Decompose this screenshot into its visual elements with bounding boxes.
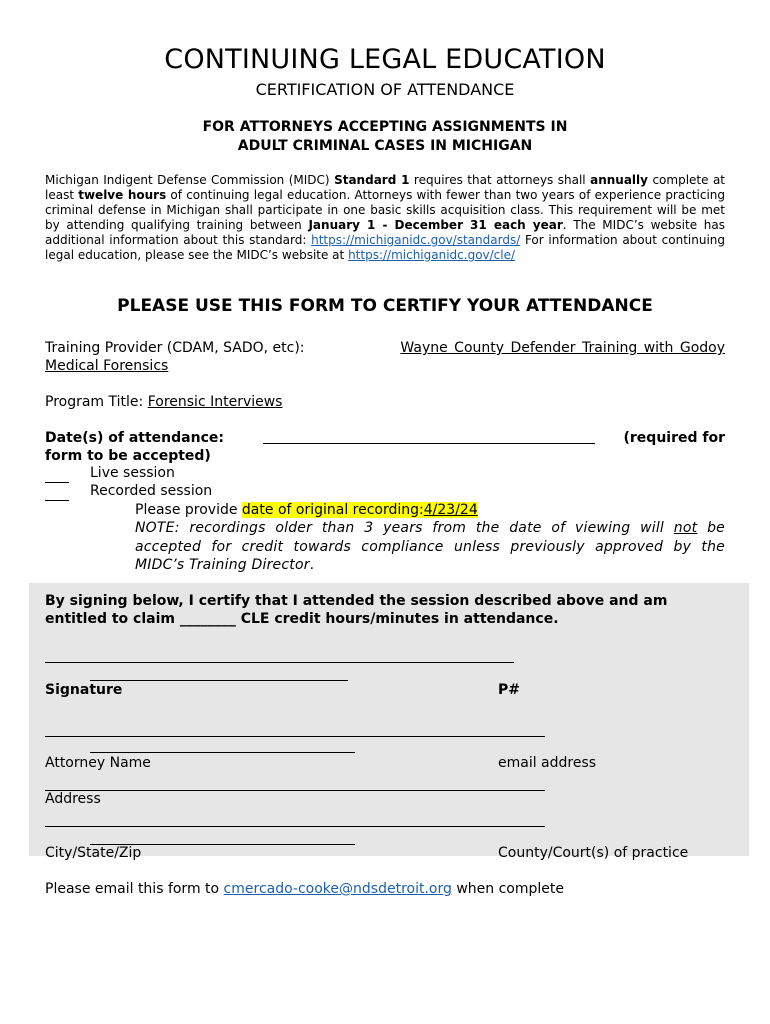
recording-note-not: not [673, 520, 698, 536]
program-title-label: Program Title: [45, 394, 148, 410]
intro-text: complete at least [45, 173, 726, 202]
audience-heading-line1: FOR ATTORNEYS ACCEPTING ASSIGNMENTS IN [202, 119, 568, 135]
p-number-label: P# [498, 682, 520, 698]
certification-line1: By signing below, I certify that I attended the session described above and am [45, 593, 668, 609]
intro-bold-annually: annually [590, 173, 648, 187]
audience-heading-line2: ADULT CRIMINAL CASES IN MICHIGAN [237, 138, 533, 154]
standards-link[interactable]: https://michiganidc.gov/standards/ [311, 233, 521, 247]
intro-bold-hours: twelve hours [78, 188, 167, 202]
intro-paragraph [45, 173, 725, 263]
intro-text: . The MIDC’s website has additional information about this standard: [45, 218, 725, 247]
training-provider-field [45, 339, 725, 374]
live-session-blank[interactable] [45, 482, 69, 483]
form-instruction-heading: PLEASE USE THIS FORM TO CERTIFY YOUR ATTENDANCE [117, 296, 653, 316]
recording-prefix: Please provide [135, 502, 242, 518]
program-title-field [45, 393, 725, 411]
address-label: Address [45, 791, 101, 807]
dates-label: Date(s) of attendance: [45, 430, 224, 446]
recorded-session-blank[interactable] [45, 500, 69, 501]
recording-note [135, 519, 725, 575]
intro-bold-standard: Standard 1 [334, 173, 410, 187]
county-court-label: County/Court(s) of practice [498, 845, 689, 861]
intro-text: of continuing legal education. Attorneys with fewer than two years of experience practicing criminal defense in Michigan shall participate in one basic skills acquisition class. This requirement will be met by attending qualifying training between [45, 188, 726, 232]
intro-text: For information about continuing legal education, please see the MIDC’s website at [45, 233, 725, 262]
dates-required-note-cont: form to be accepted) [45, 448, 211, 464]
footer-prefix: Please email this form to [45, 881, 224, 897]
attorney-name-line[interactable] [45, 736, 545, 737]
dates-blank-line[interactable] [263, 443, 595, 444]
recording-note-text: be accepted for credit towards compliance unless previously approved by the MIDC’s Training Director [135, 520, 725, 573]
footer-instruction [45, 881, 564, 897]
program-title-value[interactable]: Forensic Interviews [147, 394, 283, 410]
live-session-label: Live session [90, 465, 175, 481]
intro-text: Michigan Indigent Defense Commission (MIDC) [45, 173, 335, 187]
email-label: email address [498, 755, 597, 771]
dates-field [45, 429, 725, 464]
document-subtitle: CERTIFICATION OF ATTENDANCE [255, 80, 515, 99]
document-title: CONTINUING LEGAL EDUCATION [164, 44, 606, 75]
city-state-zip-label: City/State/Zip [45, 845, 142, 861]
intro-bold-dates: January 1 - December 31 each year [308, 218, 563, 232]
city-line[interactable] [45, 826, 545, 827]
cle-link[interactable]: https://michiganidc.gov/cle/ [348, 248, 516, 262]
recording-highlight: date of original recording: [241, 502, 424, 518]
dates-required-note: (required for [623, 430, 725, 446]
certification-line2: entitled to claim ________ CLE credit hours/minutes in attendance. [45, 611, 559, 627]
intro-text: requires that attorneys shall [409, 173, 591, 187]
contact-email-link[interactable]: cmercado-cooke@ndsdetroit.org [223, 881, 452, 897]
attorney-name-line-inner [90, 752, 355, 753]
recording-note-period: . [309, 557, 315, 573]
signature-label: Signature [45, 682, 123, 698]
signature-line-inner [90, 680, 348, 681]
training-provider-value[interactable]: Wayne County Defender Training with Godoy [400, 340, 725, 356]
signature-line[interactable] [45, 662, 514, 663]
certification-statement [45, 592, 725, 628]
training-provider-label: Training Provider (CDAM, SADO, etc): [45, 340, 305, 356]
address-line[interactable] [45, 790, 545, 791]
recording-date-value[interactable]: 4/23/24 [423, 502, 478, 518]
training-provider-value-cont[interactable]: Medical Forensics [45, 358, 169, 374]
recording-note-text: NOTE: recordings older than 3 years from the date of viewing will [135, 520, 674, 536]
recording-date-line [135, 501, 725, 519]
footer-suffix: when complete [451, 881, 564, 897]
attorney-name-label: Attorney Name [45, 755, 151, 771]
recorded-session-label: Recorded session [90, 483, 213, 499]
